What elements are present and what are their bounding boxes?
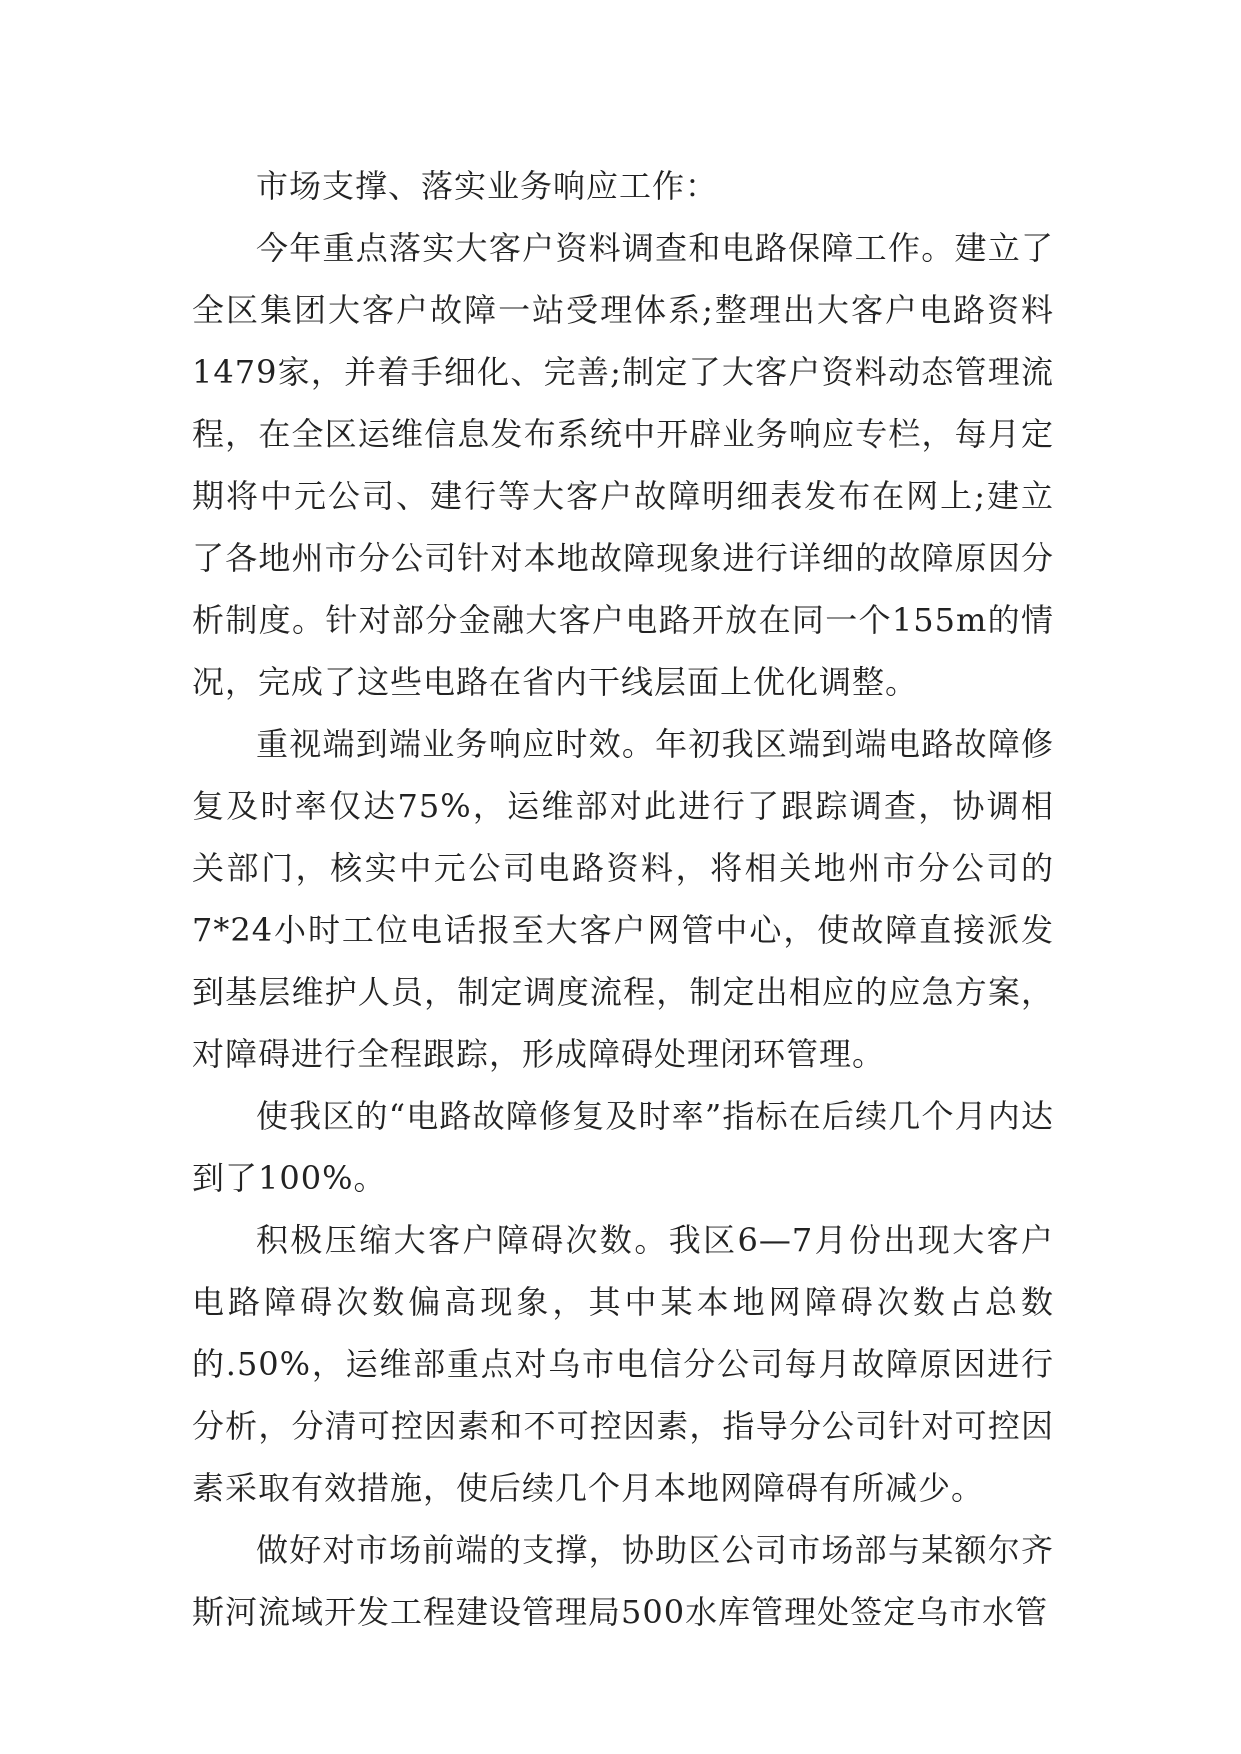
paragraph: 使我区的“电路故障修复及时率”指标在后续几个月内达到了100%。 — [192, 1097, 1054, 1197]
paragraph: 积极压缩大客户障碍次数。我区6—7月份出现大客户电路障碍次数偏高现象，其中某本地网障碍次数占总数的.50%，运维部重点对乌市电信分公司每月故障原因进行分析，分清可控因素和不可控因素，指导分公司针对可控因素采取有效措施，使后续几个月本地网障碍有所减少。 — [192, 1221, 1054, 1507]
paragraph: 重视端到端业务响应时效。年初我区端到端电路故障修复及时率仅达75%，运维部对此进行了跟踪调查，协调相关部门，核实中元公司电路资料，将相关地州市分公司的7*24小时工位电话报至大客户网管中心，使故障直接派发到基层维护人员，制定调度流程，制定出相应的应急方案，对障碍进行全程跟踪，形成障碍处理闭环管理。 — [192, 725, 1054, 1073]
document-body — [192, 155, 1054, 1643]
paragraph-heading: 市场支撑、落实业务响应工作： — [256, 167, 719, 205]
paragraph: 今年重点落实大客户资料调查和电路保障工作。建立了全区集团大客户故障一站受理体系;整理出大客户电路资料1479家，并着手细化、完善;制定了大客户资料动态管理流程，在全区运维信息发布系统中开辟业务响应专栏，每月定期将中元公司、建行等大客户故障明细表发布在网上;建立了各地州市分公司针对本地故障现象进行详细的故障原因分析制度。针对部分金融大客户电路开放在同一个155m的情况，完成了这些电路在省内干线层面上优化调整。 — [192, 229, 1054, 701]
paragraph: 做好对市场前端的支撑，协助区公司市场部与某额尔齐斯河流域开发工程建设管理局500水库管理处签定乌市水管 — [192, 1531, 1054, 1631]
